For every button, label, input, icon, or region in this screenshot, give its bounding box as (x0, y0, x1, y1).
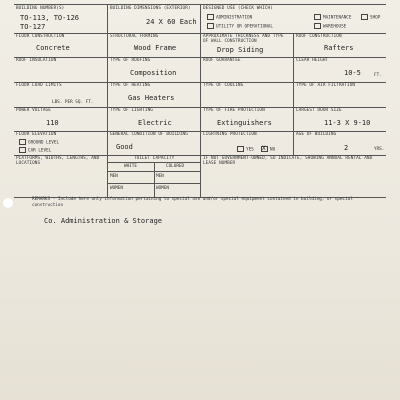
men-colored-label: MEN (156, 174, 164, 179)
floor-label: FLOOR CONSTRUCTION (16, 34, 65, 39)
row-power (14, 107, 386, 132)
cell-dimensions (107, 5, 200, 33)
car-level-option[interactable] (19, 147, 51, 154)
cell-fire (200, 107, 293, 131)
row-facilities (14, 155, 386, 198)
car-level-label: CAR LEVEL (28, 148, 52, 154)
clear-height-label: CLEAR HEIGHT (296, 58, 329, 63)
checkbox[interactable] (19, 147, 26, 153)
cell-guarantee (200, 57, 293, 82)
cell-toilet (107, 155, 200, 197)
row-roofing (14, 57, 386, 83)
condition-value: Good (116, 143, 133, 151)
clear-height-value: 10-5 (344, 69, 361, 77)
cell-framing (107, 33, 200, 57)
lighting-label: TYPE OF LIGHTING (110, 108, 153, 113)
power-value: 110 (46, 119, 59, 127)
cell-elevation (14, 131, 107, 155)
building-data-table (14, 4, 386, 197)
punch-hole (3, 198, 13, 208)
remarks-text: Co. Administration & Storage (44, 217, 163, 225)
clear-height-unit: FT. (374, 73, 382, 78)
checkbox[interactable] (207, 14, 214, 20)
building-numbers-label: BUILDING NUMBER(S) (16, 6, 65, 11)
dimensions-label: BUILDING DIMENSIONS (EXTERIOR) (110, 6, 191, 11)
check-mark: X (262, 145, 266, 152)
lightning-yes-label: YES (246, 147, 254, 153)
row-condition (14, 131, 386, 156)
cell-lightning (200, 131, 293, 155)
framing-value: Wood Frame (134, 44, 177, 52)
cell-lighting (107, 107, 200, 131)
toilet-label: TOILET CAPACITY (134, 156, 175, 161)
elevation-label: FLOOR ELEVATION (16, 132, 57, 137)
cell-insulation (14, 57, 107, 82)
fire-label: TYPE OF FIRE PROTECTION (203, 108, 265, 113)
women-white-label: WOMEN (110, 186, 123, 191)
cell-cooling (200, 82, 293, 107)
ground-level-option[interactable] (19, 139, 59, 146)
ground-level-label: GROUND LEVEL (28, 140, 60, 146)
men-white-label: MEN (110, 174, 118, 179)
cooling-label: TYPE OF COOLING (203, 83, 244, 88)
use-maintenance-label: MAINTENANCE (323, 15, 352, 21)
roof-value: Rafters (324, 44, 354, 52)
use-warehouse-label: WAREHOUSE (323, 24, 347, 30)
insulation-label: ROOF INSULATION (16, 58, 57, 63)
cell-door (293, 107, 386, 131)
checkbox-checked[interactable] (261, 146, 268, 152)
row-heating (14, 82, 386, 108)
cell-heating (107, 82, 200, 107)
checkbox[interactable] (314, 14, 321, 20)
door-value: 11-3 X 9-10 (324, 119, 371, 127)
remarks-note: REMARKS - Include here only information pertaining to special use and/or special equipment contained in building, or special construction (32, 197, 353, 208)
checkbox[interactable] (19, 139, 26, 145)
cell-filtration (293, 82, 386, 107)
filtration-label: TYPE OF AIR FILTRATION (296, 83, 356, 88)
age-unit: YRS. (374, 147, 385, 152)
heating-label: TYPE OF HEATING (110, 83, 151, 88)
roofing-value: Composition (130, 69, 177, 77)
age-value: 2 (344, 144, 349, 152)
checkbox[interactable] (314, 23, 321, 29)
use-warehouse[interactable] (314, 23, 346, 30)
condition-label: GENERAL CONDITION OF BUILDING (110, 132, 188, 137)
cell-wall (200, 33, 293, 57)
lighting-value: Electric (138, 119, 172, 127)
cell-platforms (14, 155, 107, 197)
roofing-label: TYPE OF ROOFING (110, 58, 151, 63)
remarks-section (14, 197, 386, 395)
cell-building-numbers (14, 5, 107, 33)
use-shop[interactable] (361, 14, 380, 21)
use-utility-label: UTILITY OR OPERATIONAL (216, 24, 273, 30)
wall-value: Drop Siding (217, 46, 264, 54)
white-label: WHITE (124, 164, 137, 169)
toilet-grid (108, 162, 200, 197)
fire-value: Extinguishers (217, 119, 272, 127)
door-label: LARGEST DOOR SIZE (296, 108, 342, 113)
load-label: FLOOR LOAD LIMITS (16, 83, 62, 88)
cell-roofing (107, 57, 200, 82)
cell-clear-height (293, 57, 386, 82)
use-administration[interactable] (207, 14, 252, 21)
lightning-no-label: NO (270, 147, 276, 153)
row-construction (14, 33, 386, 58)
row-building (14, 5, 386, 34)
cell-power (14, 107, 107, 131)
cell-condition (107, 131, 200, 155)
ownership-label: IF NOT GOVERNMENT-OWNED, SO INDICATE, SHOWING ANNUAL RENTAL AND LEASE NUMBER (203, 156, 373, 166)
lightning-label: LIGHTNING PROTECTION (203, 132, 257, 137)
building-numbers-value: TO-113, TO-126 (20, 14, 80, 22)
load-unit: LBS. PER SQ. FT. (52, 100, 94, 105)
women-colored-label: WOMEN (156, 186, 169, 191)
dimensions-value: 24 X 60 Each (146, 18, 197, 26)
guarantee-label: ROOF GUARANTEE (203, 58, 241, 63)
platforms-label: PLATFORMS, WIDTHS, LENGTHS, AND LOCATIONS (16, 156, 100, 166)
heating-value: Gas Heaters (128, 94, 175, 102)
roof-label: ROOF CONSTRUCTION (296, 34, 342, 39)
cell-designed-use (200, 5, 386, 33)
wall-label: APPROXIMATE THICKNESS AND TYPE OF WALL CONSTRUCTION (203, 34, 284, 44)
cell-roof (293, 33, 386, 57)
cell-load (14, 82, 107, 107)
use-maintenance[interactable] (314, 14, 351, 21)
age-label: AGE OF BUILDING (296, 132, 337, 137)
cell-ownership (200, 155, 386, 197)
lightning-no-option[interactable] (261, 146, 275, 153)
cell-age (293, 131, 386, 155)
colored-label: COLORED (166, 164, 185, 169)
power-label: POWER VOLTAGE (16, 108, 51, 113)
floor-value: Concrete (36, 44, 70, 52)
use-utility[interactable] (207, 23, 273, 30)
checkbox[interactable] (207, 23, 214, 29)
checkbox[interactable] (361, 14, 368, 20)
lightning-yes-option[interactable] (237, 146, 254, 153)
designed-use-label: DESIGNED USE (CHECK WHICH) (203, 6, 273, 11)
building-numbers-value-2: TO-127 (20, 23, 46, 31)
use-administration-label: ADMINISTRATION (216, 15, 253, 21)
framing-label: STRUCTURAL FRAMING (110, 34, 159, 39)
use-shop-label: SHOP (370, 15, 381, 21)
checkbox[interactable] (237, 146, 244, 152)
cell-floor (14, 33, 107, 57)
